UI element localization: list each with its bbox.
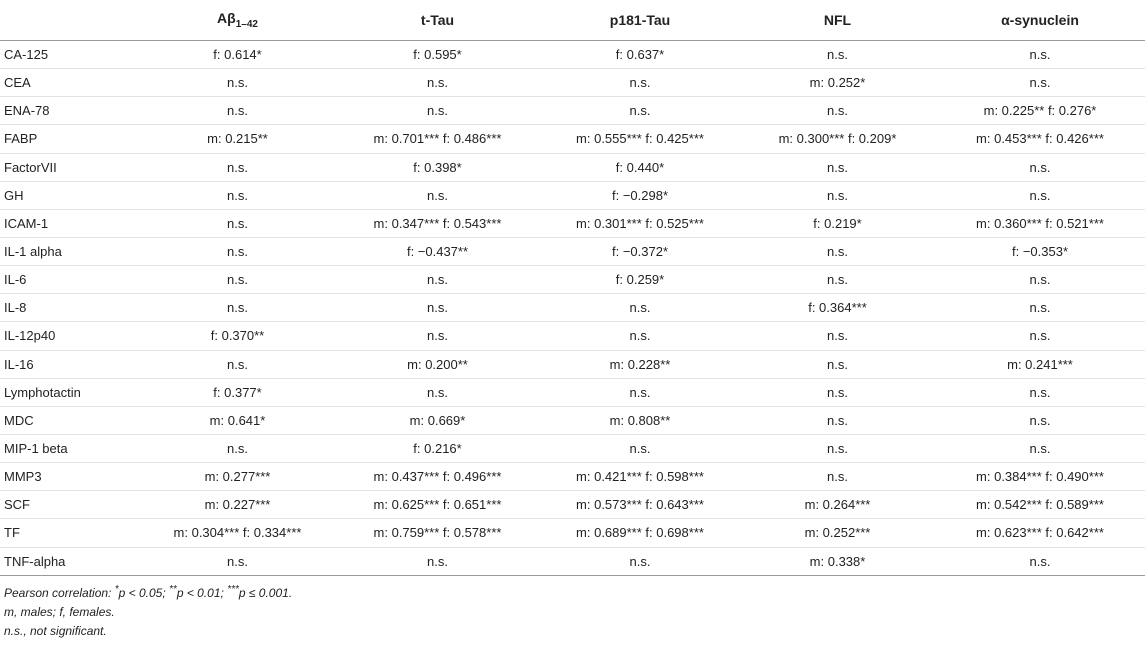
table-cell: n.s. (335, 181, 540, 209)
table-cell: m: 0.669* (335, 406, 540, 434)
table-row (0, 378, 1145, 406)
table-cell: n.s. (140, 153, 335, 181)
table-cell: n.s. (540, 434, 740, 462)
table-cell: n.s. (740, 41, 935, 69)
table-cell: n.s. (335, 378, 540, 406)
header-abeta: $A\beta_{1-42}$ (140, 0, 335, 41)
table-cell: n.s. (935, 322, 1145, 350)
table-cell: m: 0.228** (540, 350, 740, 378)
footnote-pearson: Pearson correlation: *p < 0.05; **p < 0.01; ***p ≤ 0.001. (4, 583, 293, 600)
row-label: GH (0, 181, 140, 209)
table-row (0, 406, 1145, 434)
table-cell: f: 0.219* (740, 209, 935, 237)
table-cell: n.s. (335, 97, 540, 125)
table-cell: m: 0.701*** f: 0.486*** (335, 125, 540, 153)
header-nfl: NFL (740, 0, 935, 41)
table-row (0, 491, 1145, 519)
table-cell: f: 0.614* (140, 41, 335, 69)
table-cell: m: 0.360*** f: 0.521*** (935, 209, 1145, 237)
table-cell: m: 0.759*** f: 0.578*** (335, 519, 540, 547)
table-cell: n.s. (740, 378, 935, 406)
table-cell: n.s. (935, 434, 1145, 462)
table-cell: n.s. (935, 153, 1145, 181)
table-cell: m: 0.200** (335, 350, 540, 378)
table-cell: m: 0.347*** f: 0.543*** (335, 209, 540, 237)
table-cell: n.s. (140, 97, 335, 125)
table-cell: f: −0.372* (540, 237, 740, 265)
table-cell: n.s. (740, 181, 935, 209)
table-cell: f: 0.377* (140, 378, 335, 406)
row-label: ICAM-1 (0, 209, 140, 237)
table-cell: n.s. (935, 41, 1145, 69)
table-cell: f: 0.637* (540, 41, 740, 69)
table-cell: f: −0.437** (335, 237, 540, 265)
table-cell: n.s. (740, 237, 935, 265)
table-cell: m: 0.384*** f: 0.490*** (935, 463, 1145, 491)
table-row (0, 209, 1145, 237)
table-cell: n.s. (140, 350, 335, 378)
table-cell: m: 0.252* (740, 69, 935, 97)
table-cell: m: 0.277*** (140, 463, 335, 491)
table-cell: m: 0.555*** f: 0.425*** (540, 125, 740, 153)
table-cell: n.s. (140, 266, 335, 294)
table-cell: n.s. (335, 322, 540, 350)
table-cell: m: 0.301*** f: 0.525*** (540, 209, 740, 237)
table-cell: m: 0.338* (740, 547, 935, 575)
table-cell: n.s. (540, 378, 740, 406)
table-row (0, 153, 1145, 181)
row-label: FABP (0, 125, 140, 153)
footnote-ns: n.s., not significant. (4, 623, 107, 638)
table-cell: m: 0.421*** f: 0.598*** (540, 463, 740, 491)
header-alpha-synuclein: α-synuclein (935, 0, 1145, 41)
table-cell: m: 0.437*** f: 0.496*** (335, 463, 540, 491)
row-label: CA-125 (0, 41, 140, 69)
table-cell: n.s. (140, 209, 335, 237)
table-row (0, 547, 1145, 575)
table-cell: n.s. (935, 69, 1145, 97)
table-cell: m: 0.573*** f: 0.643*** (540, 491, 740, 519)
table-cell: f: 0.364*** (740, 294, 935, 322)
table-cell: f: 0.398* (335, 153, 540, 181)
header-empty (0, 0, 140, 41)
table-row (0, 463, 1145, 491)
table-row (0, 125, 1145, 153)
table-cell: m: 0.542*** f: 0.589*** (935, 491, 1145, 519)
table-row (0, 181, 1145, 209)
row-label: IL-1 alpha (0, 237, 140, 265)
table-cell: m: 0.304*** f: 0.334*** (140, 519, 335, 547)
table-cell: n.s. (935, 547, 1145, 575)
table-cell: n.s. (335, 294, 540, 322)
row-label: TNF-alpha (0, 547, 140, 575)
row-label: IL-8 (0, 294, 140, 322)
row-label: IL-12p40 (0, 322, 140, 350)
table-cell: n.s. (140, 69, 335, 97)
table-cell: m: 0.808** (540, 406, 740, 434)
row-label: MDC (0, 406, 140, 434)
table-row (0, 294, 1145, 322)
table-cell: n.s. (740, 266, 935, 294)
table-footnotes (0, 576, 1145, 641)
table-body (0, 41, 1145, 576)
table-cell: n.s. (935, 266, 1145, 294)
table-cell: n.s. (540, 322, 740, 350)
table-cell: n.s. (540, 97, 740, 125)
header-t-tau: t-Tau (335, 0, 540, 41)
row-label: SCF (0, 491, 140, 519)
table-row (0, 41, 1145, 69)
table-cell: n.s. (540, 547, 740, 575)
table-cell: m: 0.689*** f: 0.698*** (540, 519, 740, 547)
table-cell: n.s. (335, 547, 540, 575)
table-row (0, 97, 1145, 125)
table-cell: n.s. (740, 350, 935, 378)
table-cell: n.s. (140, 434, 335, 462)
footnote-sex: m, males; f, females. (4, 604, 115, 619)
table-cell: n.s. (740, 153, 935, 181)
row-label: ENA-78 (0, 97, 140, 125)
row-label: IL-16 (0, 350, 140, 378)
table-cell: m: 0.300*** f: 0.209* (740, 125, 935, 153)
header-p181-tau: p181-Tau (540, 0, 740, 41)
row-label: CEA (0, 69, 140, 97)
table-row (0, 434, 1145, 462)
table-row (0, 519, 1145, 547)
table-cell: f: 0.259* (540, 266, 740, 294)
table-cell: m: 0.227*** (140, 491, 335, 519)
table-row (0, 266, 1145, 294)
table-cell: m: 0.264*** (740, 491, 935, 519)
table-cell: m: 0.252*** (740, 519, 935, 547)
table-row (0, 322, 1145, 350)
table-cell: n.s. (740, 463, 935, 491)
table-cell: n.s. (740, 434, 935, 462)
table-cell: n.s. (935, 406, 1145, 434)
table-cell: f: −0.298* (540, 181, 740, 209)
table-row (0, 350, 1145, 378)
table-cell: f: 0.370** (140, 322, 335, 350)
table-cell: m: 0.215** (140, 125, 335, 153)
table-cell: m: 0.225** f: 0.276* (935, 97, 1145, 125)
table-cell: n.s. (335, 266, 540, 294)
table-cell: n.s. (140, 294, 335, 322)
row-label: MIP-1 beta (0, 434, 140, 462)
table-cell: n.s. (140, 547, 335, 575)
table-cell: n.s. (335, 69, 540, 97)
row-label: FactorVII (0, 153, 140, 181)
table-cell: f: 0.595* (335, 41, 540, 69)
table-cell: m: 0.623*** f: 0.642*** (935, 519, 1145, 547)
table-cell: m: 0.641* (140, 406, 335, 434)
table-cell: n.s. (140, 237, 335, 265)
table-header-row (0, 0, 1145, 41)
table-cell: n.s. (140, 181, 335, 209)
table-cell: n.s. (935, 181, 1145, 209)
row-label: TF (0, 519, 140, 547)
table-cell: f: −0.353* (935, 237, 1145, 265)
table-cell: m: 0.241*** (935, 350, 1145, 378)
row-label: MMP3 (0, 463, 140, 491)
table-cell: n.s. (740, 322, 935, 350)
table-cell: n.s. (740, 406, 935, 434)
table-cell: m: 0.453*** f: 0.426*** (935, 125, 1145, 153)
table-cell: f: 0.440* (540, 153, 740, 181)
row-label: Lymphotactin (0, 378, 140, 406)
row-label: IL-6 (0, 266, 140, 294)
table-cell: n.s. (540, 294, 740, 322)
table-cell: n.s. (935, 378, 1145, 406)
table-row (0, 69, 1145, 97)
table-cell: n.s. (540, 69, 740, 97)
table-row (0, 237, 1145, 265)
table-cell: f: 0.216* (335, 434, 540, 462)
table-cell: m: 0.625*** f: 0.651*** (335, 491, 540, 519)
table-cell: n.s. (935, 294, 1145, 322)
table-cell: n.s. (740, 97, 935, 125)
